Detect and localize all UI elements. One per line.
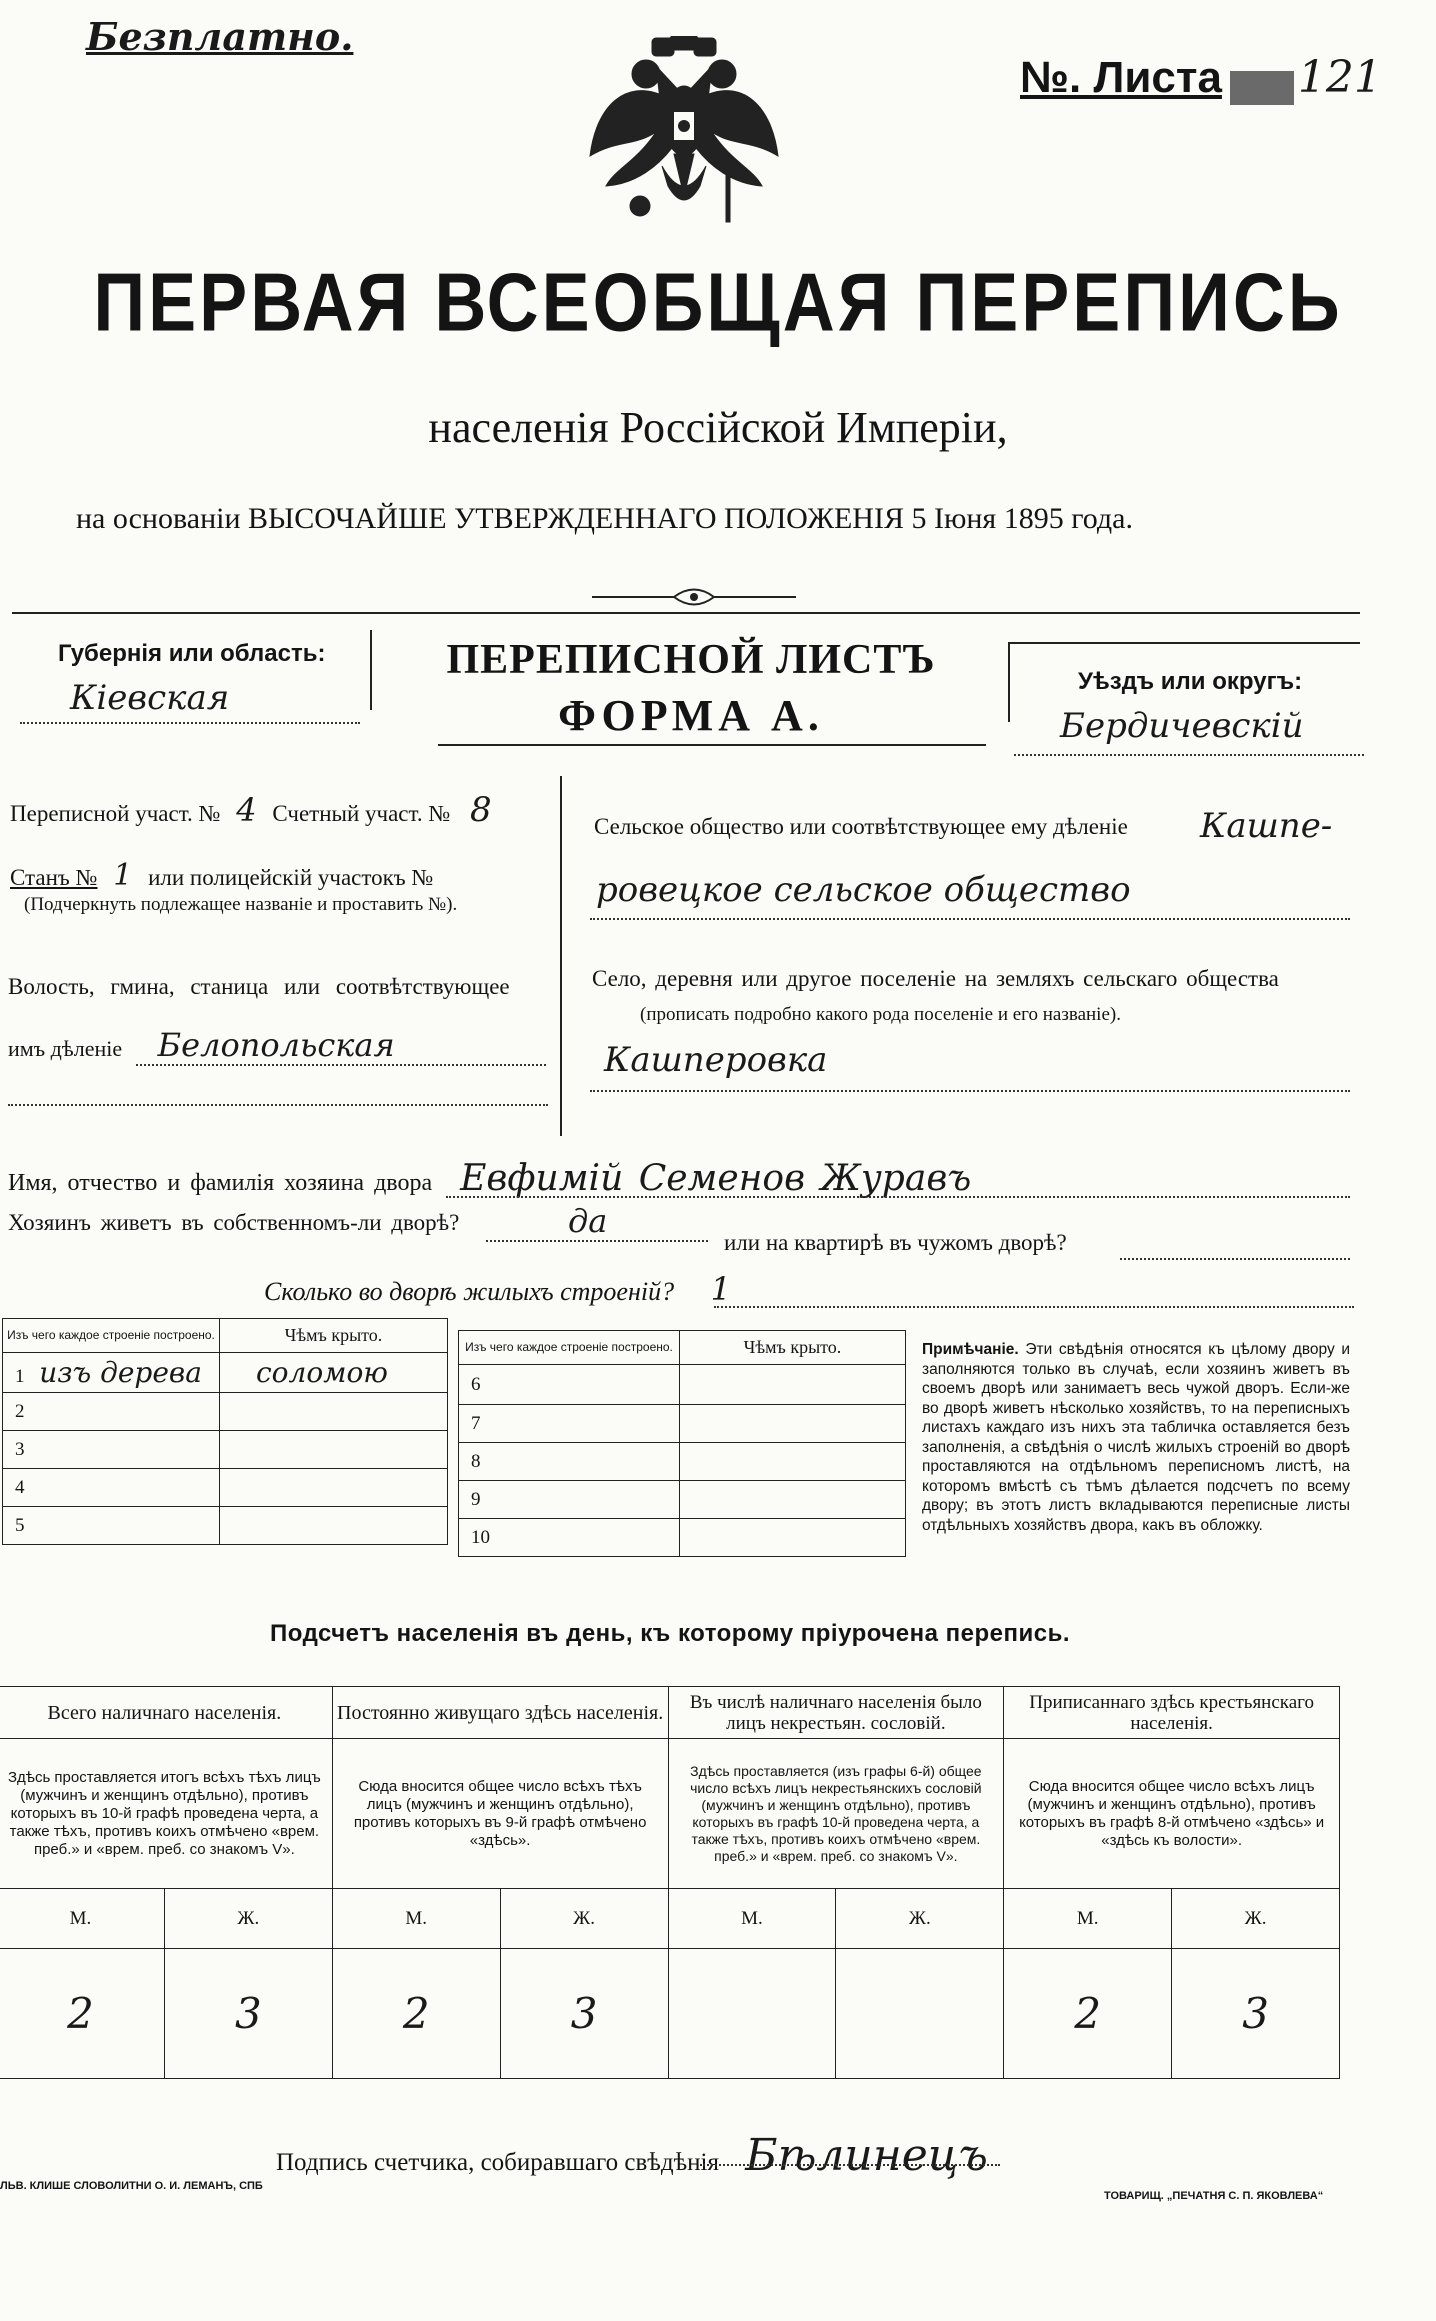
building-material-cell: 6: [459, 1365, 680, 1405]
female-count: [836, 1949, 1004, 2079]
col-header-material: Изъ чего каждое строеніе построено.: [3, 1319, 220, 1353]
rule: [12, 612, 1360, 614]
building-material-value: изъ дерева: [39, 1356, 202, 1389]
count-plot-value: 8: [470, 790, 492, 830]
building-roof-cell: [220, 1393, 448, 1431]
guberniya-value: Кіевская: [70, 678, 230, 718]
building-material-cell: 4: [3, 1469, 220, 1507]
sheet-number-stamp: [1230, 71, 1294, 105]
male-count: 2: [1004, 1949, 1172, 2079]
coat-of-arms-icon: [586, 36, 782, 224]
building-material-cell: 10: [459, 1519, 680, 1557]
col-header-material: Изъ чего каждое строеніе построено.: [459, 1331, 680, 1365]
census-plot-value: 4: [236, 791, 257, 829]
row-number: 1: [15, 1366, 25, 1387]
female-count: 3: [500, 1949, 668, 2079]
col-header-roof: Чѣмъ крыто.: [220, 1319, 448, 1353]
female-count: 3: [1172, 1949, 1340, 2079]
free-label: Безплатно.: [86, 14, 354, 59]
sheet-number-block: [1020, 52, 1382, 105]
form-title: ПЕРЕПИСНОЙ ЛИСТЪ: [446, 637, 936, 683]
rule: [700, 2164, 1000, 2166]
population-col-header: Всего наличнаго населенія.: [0, 1687, 332, 1739]
note-title: Примѣчаніе.: [922, 1341, 1019, 1358]
buildings-label: Сколько во дворѣ жилыхъ строеній?: [264, 1277, 675, 1306]
rule: [486, 1240, 708, 1242]
building-roof-cell: [680, 1481, 906, 1519]
male-label: М.: [1004, 1889, 1172, 1949]
stan-suffix: или полицейскій участокъ №: [148, 865, 434, 890]
stan-row: [10, 858, 433, 893]
rule: [438, 744, 986, 746]
male-label: М.: [0, 1889, 164, 1949]
building-material-cell: 7: [459, 1405, 680, 1443]
building-roof-cell: [680, 1519, 906, 1557]
signature-row: [276, 2130, 988, 2181]
population-col-desc: Здѣсь проставляется (изъ графы 6-й) общее число всѣхъ лицъ некрестьянскихъ сословій (мужчинъ и женщинъ отдѣльно), противъ которыхъ въ графѣ 10-й проведена черта, а также тѣхъ, противъ коихъ отмѣчено «врем. преб.» и «врем. преб. со знакомъ V».: [668, 1739, 1004, 1889]
buildings-row: [264, 1270, 731, 1308]
building-material-cell: 3: [3, 1431, 220, 1469]
rule: [8, 1104, 548, 1106]
population-col-desc: Сюда вносится общее число всѣхъ лицъ (мужчинъ и женщинъ отдѣльно), противъ которыхъ въ графѣ 8-й отмѣчено «здѣсь» и «здѣсь къ волости».: [1004, 1739, 1340, 1889]
rule: [560, 776, 562, 1136]
own-yard-value: да: [568, 1202, 608, 1240]
sheet-number: 121: [1297, 52, 1382, 103]
male-label: М.: [332, 1889, 500, 1949]
buildings-table-right: [458, 1330, 906, 1557]
population-col-header: Въ числѣ наличнаго населенія было лицъ некрестьян. сословій.: [668, 1687, 1004, 1739]
building-roof-cell: [680, 1365, 906, 1405]
stan-note: (Подчеркнуть подлежащее названіе и проставить №).: [24, 894, 458, 915]
rule: [1014, 754, 1364, 756]
signature-label: Подпись счетчика, собиравшаго свѣдѣнія: [276, 2149, 719, 2176]
female-label: Ж.: [836, 1889, 1004, 1949]
rule: [714, 1306, 1354, 1308]
rent-label: или на квартирѣ въ чужомъ дворѣ?: [724, 1230, 1067, 1255]
note-block: [922, 1340, 1350, 1535]
form-type: ФОРМА А.: [558, 691, 824, 740]
population-col-desc: Сюда вносится общее число всѣхъ тѣхъ лицъ (мужчинъ и женщинъ отдѣльно), противъ которыхъ въ 9-й графѣ отмѣчено «здѣсь».: [332, 1739, 668, 1889]
male-count: [668, 1949, 836, 2079]
volost-row: [8, 1026, 395, 1064]
ornament-divider: [588, 586, 800, 608]
building-material-cell: 9: [459, 1481, 680, 1519]
population-col-header: Приписаннаго здѣсь крестьянскаго населенія.: [1004, 1687, 1340, 1739]
male-count: 2: [0, 1949, 164, 2079]
rule: [446, 1196, 1350, 1198]
population-col-desc: Здѣсь проставляется итогъ всѣхъ тѣхъ лицъ (мужчинъ и женщинъ отдѣльно), противъ которыхъ въ 10-й графѣ проведена черта, а также тѣхъ, противъ коихъ отмѣчено «врем. преб.» и «врем. преб. со знакомъ V».: [0, 1739, 332, 1889]
society-label: Сельское общество или соотвѣтствующее ему дѣленіе: [594, 814, 1128, 839]
rule: [1008, 642, 1360, 644]
legal-basis: на основаніи ВЫСОЧАЙШЕ УТВЕРЖДЕННАГО ПОЛОЖЕНІЯ 5 Іюня 1895 года.: [76, 502, 1133, 535]
rule: [590, 918, 1350, 920]
building-material-cell: 5: [3, 1507, 220, 1545]
census-plot-label: Переписной участ. №: [10, 801, 221, 826]
female-label: Ж.: [164, 1889, 332, 1949]
population-col-header: Постоянно живущаго здѣсь населенія.: [332, 1687, 668, 1739]
note-text: Эти свѣдѣнія относятся къ цѣлому двору и заполняются только въ случаѣ, если хозяинъ живетъ въ своемъ дворѣ или занимаетъ весь чужой дворъ. Если-же во дворѣ живетъ нѣсколько хозяйствъ, то на переписныхъ листахъ каждаго изъ нихъ эта табличка оставляется безъ заполненія, а свѣдѣнія о числѣ жилыхъ строеній во дворѣ проставляются на отдѣльномъ переписномъ листѣ, на которомъ вмѣстѣ съ тѣмъ дѣлается подсчетъ по всему двору; въ этотъ листъ вкладываются переписные листы отдѣльныхъ хозяйствъ двора, какъ въ обложку.: [922, 1341, 1350, 1534]
signature-value: Бѣлинецъ: [745, 2130, 988, 2181]
female-label: Ж.: [500, 1889, 668, 1949]
rule: [1008, 642, 1010, 722]
col-header-roof: Чѣмъ крыто.: [680, 1331, 906, 1365]
building-material-cell: 2: [3, 1393, 220, 1431]
uezd-value: Бердичевскій: [1060, 706, 1304, 746]
building-material-cell: 8: [459, 1443, 680, 1481]
own-yard-label: Хозяинъ живетъ въ собственномъ-ли дворѣ?: [8, 1210, 460, 1235]
owner-name-value: Евфимій Семенов Журавъ: [460, 1158, 972, 1199]
stan-value: 1: [113, 858, 133, 893]
society-value-2: ровецкое сельское общество: [596, 870, 1131, 910]
uezd-label: Уѣздъ или округъ:: [1078, 668, 1303, 695]
rule: [136, 1064, 546, 1066]
male-count: 2: [332, 1949, 500, 2079]
rule: [1120, 1258, 1350, 1260]
owner-row: [8, 1158, 971, 1199]
page-subtitle: населенія Россійской Имперіи,: [428, 403, 1008, 452]
building-material-cell: [3, 1353, 220, 1393]
page-title: ПЕРВАЯ ВСЕОБЩАЯ ПЕРЕПИСЬ: [93, 257, 1343, 349]
village-label: Село, деревня или другое поселеніе на земляхъ сельскаго общества: [592, 966, 1279, 991]
female-count: 3: [164, 1949, 332, 2079]
village-value: Кашперовка: [604, 1040, 828, 1080]
population-title: Подсчетъ населенія въ день, къ которому пріурочена перепись.: [270, 1620, 1070, 1647]
society-value-1: Кашпе-: [1200, 806, 1333, 846]
building-roof-cell: [220, 1431, 448, 1469]
building-roof-cell: [680, 1405, 906, 1443]
guberniya-label: Губернія или область:: [58, 640, 326, 667]
building-roof-cell: [220, 1469, 448, 1507]
village-note: (прописать подробно какого рода поселеніе и его названіе).: [640, 1004, 1121, 1025]
male-label: М.: [668, 1889, 836, 1949]
building-roof-cell: [220, 1353, 448, 1393]
building-roof-value: соломою: [256, 1356, 388, 1389]
census-plot-row: [10, 790, 492, 830]
female-label: Ж.: [1172, 1889, 1340, 1949]
volost-label: Волость, гмина, станица или соотвѣтствующее: [8, 974, 510, 999]
rule: [20, 722, 360, 724]
owner-name-label: Имя, отчество и фамилія хозяина двора: [8, 1170, 433, 1196]
printer-left: ЛЬВ. КЛИШЕ СЛОВОЛИТНИ О. И. ЛЕМАНЪ, СПБ: [0, 2180, 263, 2192]
population-table: [0, 1686, 1340, 2079]
building-roof-cell: [680, 1443, 906, 1481]
volost-label-2: имъ дѣленіе: [8, 1036, 123, 1061]
building-roof-cell: [220, 1507, 448, 1545]
sheet-label: №. Листа: [1020, 53, 1222, 102]
printer-right: ТОВАРИЩ. „ПЕЧАТНЯ С. П. ЯКОВЛЕВА“: [1104, 2190, 1324, 2202]
stan-label: Станъ №: [10, 865, 98, 890]
rule: [370, 630, 372, 710]
buildings-value: 1: [710, 1270, 731, 1308]
buildings-table-left: [2, 1318, 448, 1545]
count-plot-label: Счетный участ. №: [272, 801, 451, 826]
volost-value: Белопольская: [157, 1026, 395, 1064]
rule: [590, 1090, 1350, 1092]
